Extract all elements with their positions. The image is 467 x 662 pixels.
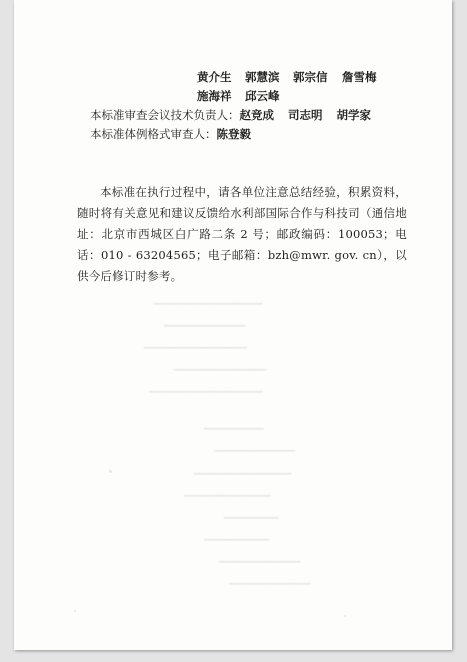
reviewer-name: 黄介生 (197, 70, 232, 84)
format-reviewer-line (90, 127, 251, 141)
reviewer-name: 詹雪梅 (342, 70, 377, 84)
reviewer-name: 施海祥 (197, 89, 232, 103)
technical-leads-label: 本标准审查会议技术负责人： (90, 108, 240, 122)
technical-lead-name: 胡学家 (336, 108, 371, 122)
technical-leads-line (90, 108, 371, 122)
format-reviewer-name: 陈登毅 (216, 127, 251, 141)
reviewer-name: 邱云峰 (245, 89, 280, 103)
technical-lead-name: 赵竞成 (239, 108, 274, 122)
reviewer-name: 郭慧滨 (245, 70, 280, 84)
document-page: ━━━━━━━━━━━━━━━━━━━━ ━━━━━━━━━━━━━━━ ━━━━━━━━━━━━━━━━━━━ ━━━━━━━━━━━━━━━━━ ━━━━━━━━━━━━━━━━━━━━━ ━━━━━━━━━━━ ━━━━━━━━━━━━━━━ ━━━━━━━━━━━━━━━━━━ ━━━━━━━━━━━━━━━━ ━━━━━━━━━━ ━━━━━━━━━━━━ ━━━━━━━━━━━━━━━ ━━━━━━━━━━━━━━━ 黄介生 郭慧滨 郭宗信 詹雪梅 施海祥 邱云峰 本标准审查会议技术负责人：赵竞成 司志明 胡学家 本标准体例格式审查人：陈登毅 本标准在执行过程中，请各单位注意总结经验，积累资料，随时将有关意见和建议反馈给水利部国际合作与科技司（通信地址：北京市西城区白广路二条 2 号；邮政编码：100053；电话：010 - 63204565；电子邮箱：bzh@mwr. gov. cn），以供今后修订时参考。 (14, 0, 452, 650)
format-reviewer-label: 本标准体例格式审查人： (90, 127, 217, 141)
reviewer-name: 郭宗信 (293, 70, 328, 84)
feedback-notice-paragraph: 本标准在执行过程中，请各单位注意总结经验，积累资料，随时将有关意见和建议反馈给水利部国际合作与科技司（通信地址：北京市西城区白广路二条 2 号；邮政编码：100053；电话：010 - 63204565；电子邮箱：bzh@mwr. gov. cn），以供今后修订时参考。 (77, 185, 407, 283)
technical-lead-name: 司志明 (288, 108, 323, 122)
